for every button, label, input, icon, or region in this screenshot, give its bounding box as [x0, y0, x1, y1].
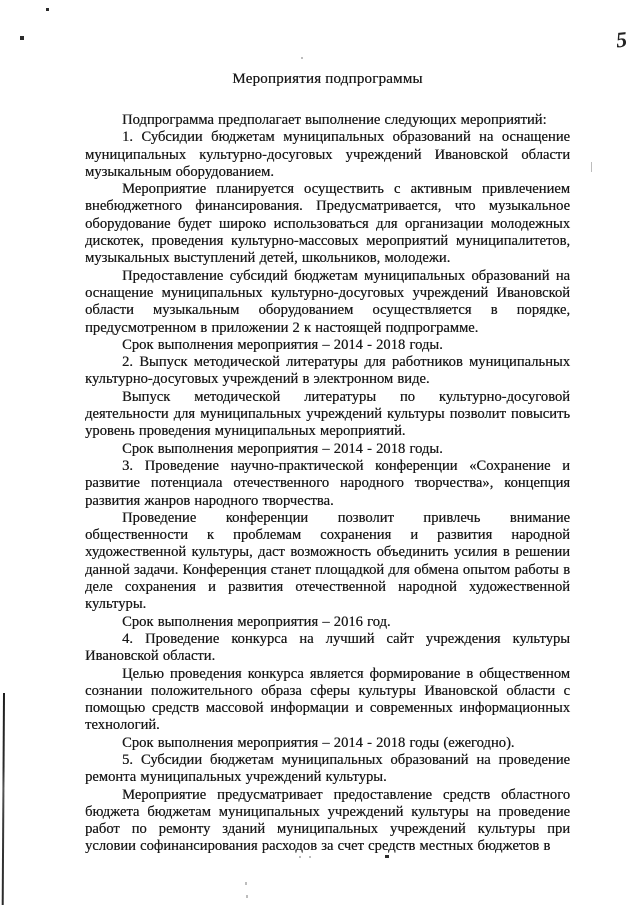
scan-speck — [591, 162, 592, 172]
scan-speck — [299, 856, 301, 858]
paragraph-item-1-order: Предоставление субсидий бюджетам муниципальных образований на оснащение муниципальных культурно-досуговых учреждений Ивановской области музыкальным оборудованием осуществляется в порядке, предусмотренном в приложении 2 к настоящей подпрограмме. — [85, 267, 570, 336]
scan-speck — [385, 855, 389, 858]
paragraph-item-3-desc: Проведение конференции позволит привлечь внимание общественности к проблемам сохранения и развития народной художественной культуры, даст возможность объединить усилия в решении данной задачи. Конференция станет площадкой для обмена опытом работы в деле сохранения и развития отечественной народной художественной культуры. — [85, 509, 570, 613]
paragraph-item-4-term: Срок выполнения мероприятия – 2014 - 2018 годы (ежегодно). — [122, 734, 515, 751]
paragraph-item-4-desc: Целью проведения конкурса является формирование в общественном сознании положительного образа сферы культуры Ивановской области с помощью средств массовой информации и современных информационных технологий. — [85, 665, 570, 734]
paragraph-item-5-desc: Мероприятие предусматривает предоставление средств областного бюджета бюджетам муниципальных учреждений культуры на проведение работ по ремонту зданий муниципальных учреждений культуры при условии софинансирования расходов за счет средств местных бюджетов в — [85, 786, 570, 855]
scan-speck — [20, 36, 24, 40]
paragraph-item-2-term: Срок выполнения мероприятия – 2014 - 2018 годы. — [122, 440, 443, 457]
page-number: 5 — [614, 26, 629, 53]
paragraph-item-1-term: Срок выполнения мероприятия – 2014 - 2018 годы. — [122, 336, 443, 353]
page-title: Мероприятия подпрограммы — [232, 71, 423, 87]
document-body — [85, 112, 570, 856]
paragraph-item-3: 3. Проведение научно-практической конференции «Сохранение и развитие потенциала отечественного народного творчества», концепция развития жанров народного творчества. — [85, 457, 570, 509]
paragraph-item-5: 5. Субсидии бюджетам муниципальных образований на проведение ремонта муниципальных учреждений культуры. — [85, 751, 570, 786]
scan-speck — [46, 8, 49, 11]
paragraph-item-1-desc: Мероприятие планируется осуществить с активным привлечением внебюджетного финансирования. Предусматривается, что музыкальное оборудование будет широко использоваться для организации молодежных дискотек, проведения культурно-массовых мероприятий муниципалитетов, музыкальных выступлений детей, школьников, молодежи. — [85, 181, 570, 267]
paragraph-item-4: 4. Проведение конкурса на лучший сайт учреждения культуры Ивановской области. — [85, 630, 570, 665]
paragraph-intro: Подпрограмма предполагает выполнение следующих мероприятий: — [122, 112, 547, 128]
scan-speck — [301, 57, 303, 59]
paragraph-item-3-term: Срок выполнения мероприятия – 2016 год. — [122, 613, 391, 630]
scan-line-artifact — [2, 693, 5, 905]
paragraph-item-2-desc: Выпуск методической литературы по культурно-досуговой деятельности для муниципальных учреждений культуры позволит повысить уровень проведения муниципальных мероприятий. — [85, 388, 570, 440]
scan-speck — [245, 882, 247, 885]
paragraph-item-1: 1. Субсидии бюджетам муниципальных образований на оснащение муниципальных культурно-досуговых учреждений Ивановской области музыкальным оборудованием. — [85, 129, 570, 180]
scan-speck — [309, 856, 311, 858]
scan-speck — [246, 895, 248, 898]
paragraph-item-2: 2. Выпуск методической литературы для работников муниципальных культурно-досуговых учреждений в электронном виде. — [85, 354, 570, 388]
